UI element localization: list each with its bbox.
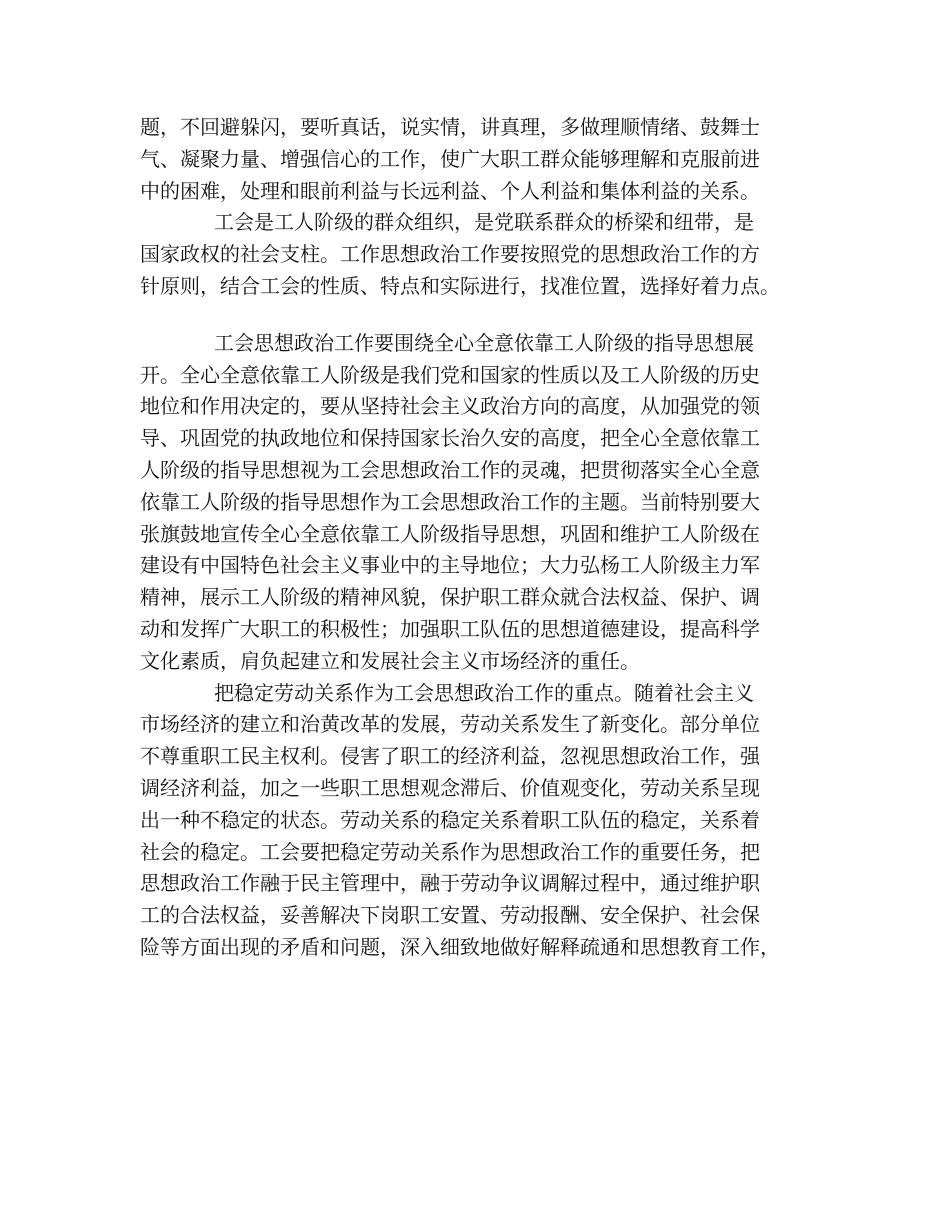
text-line: 调经济利益，加之一些职工思想观念滞后、价值观变化，劳动关系呈现 [140,775,760,800]
text-line: 中的困难，处理和眼前利益与长远利益、个人利益和集体利益的关系。 [140,178,760,203]
text-line: 险等方面出现的矛盾和问题，深入细致地做好解释疏通和思想教育工作， [140,934,780,959]
text-line: 开。全心全意依靠工人阶级是我们党和国家的性质以及工人阶级的历史 [140,362,760,387]
text-line: 针原则，结合工会的性质、特点和实际进行，找准位置，选择好着力点。 [140,273,780,298]
text-line: 社会的稳定。工会要把稳定劳动关系作为思想政治工作的重要任务，把 [140,839,760,864]
text-line: 张旗鼓地宣传全心全意依靠工人阶级指导思想，巩固和维护工人阶级在 [140,521,760,546]
text-line: 导、巩固党的执政地位和保持国家长治久安的高度，把全心全意依靠工 [140,426,760,451]
text-line: 市场经济的建立和治黄改革的发展，劳动关系发生了新变化。部分单位 [140,712,760,737]
paragraph [140,112,830,207]
text-line: 建设有中国特色社会主义事业中的主导地位；大力弘杨工人阶级主力军 [140,553,760,578]
text-line: 出一种不稳定的状态。劳动关系的稳定关系着职工队伍的稳定，关系着 [140,807,760,832]
text-line: 国家政权的社会支柱。工作思想政治工作要按照党的思想政治工作的方 [140,242,760,267]
text-line: 思想政治工作融于民主管理中，融于劳动争议调解过程中，通过维护职 [140,871,760,896]
paragraph [140,207,830,302]
text-line: 气、凝聚力量、增强信心的工作，使广大职工群众能够理解和克服前进 [140,146,760,171]
text-line: 把稳定劳动关系作为工会思想政治工作的重点。随着社会主义 [214,680,754,705]
text-line: 依靠工人阶级的指导思想作为工会思想政治工作的主题。当前特别要大 [140,489,760,514]
text-line: 工会思想政治工作要围绕全心全意依靠工人阶级的指导思想展 [214,330,754,355]
text-line: 精神，展示工人阶级的精神风貌，保护职工群众就合法权益、保护、调 [140,585,760,610]
paragraph [140,678,830,964]
text-line: 工的合法权益，妥善解决下岗职工安置、劳动报酬、安全保护、社会保 [140,903,760,928]
text-line: 题，不回避躲闪，要听真话，说实情，讲真理，多做理顺情绪、鼓舞士 [140,115,760,139]
text-line: 不尊重职工民主权利。侵害了职工的经济利益，忽视思想政治工作，强 [140,744,760,769]
text-line: 人阶级的指导思想视为工会思想政治工作的灵魂，把贯彻落实全心全意 [140,457,760,482]
text-line: 工会是工人阶级的群众组织，是党联系群众的桥梁和纽带，是 [214,210,754,235]
paragraph-spacer [140,303,830,328]
text-line: 地位和作用决定的，要从坚持社会主义政治方向的高度，从加强党的领 [140,394,760,419]
paragraph [140,328,830,678]
text-line: 动和发挥广大职工的积极性；加强职工队伍的思想道德建设，提高科学 [140,616,760,641]
text-line: 文化素质，肩负起建立和发展社会主义市场经济的重任。 [140,648,640,673]
document-body [140,112,830,964]
